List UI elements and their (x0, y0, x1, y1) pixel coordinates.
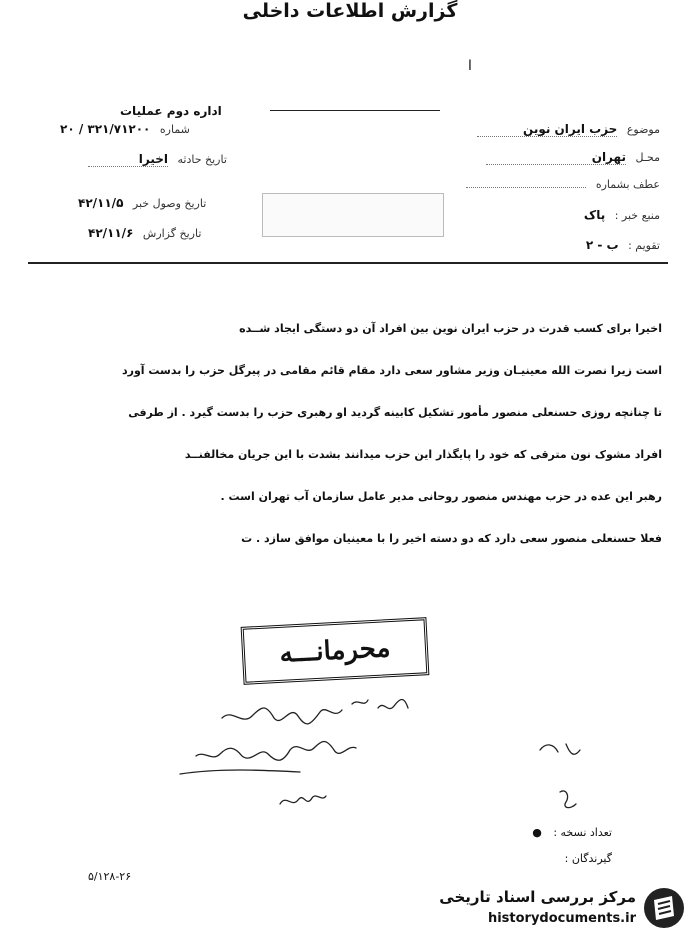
watermark-url: historydocuments.ir (487, 911, 636, 926)
document-title: گزارش اطلاعات داخلی (242, 0, 458, 22)
archive-logo-icon (642, 886, 686, 930)
body-line: رهبر این عده در حزب مهندس منصور روحانی مدیر عامل سازمان آب تهران است . (220, 490, 662, 503)
number-field (60, 122, 190, 136)
received-date-value: ۴۲/۱۱/۵ (78, 196, 124, 210)
reference-label: عطف بشماره (595, 178, 660, 191)
department-name: اداره دوم عملیات (120, 104, 222, 118)
received-date-label: تاریخ وصول خبر (132, 197, 207, 210)
archive-code: ۵/۱۲۸-۲۶ (88, 870, 132, 883)
number-value: ۳۲۱/۷۱۲۰۰ / ۲۰ (60, 122, 151, 136)
rating-value: ب - ۲ (585, 238, 619, 252)
rating-field (586, 238, 660, 252)
handwriting-line-2 (196, 742, 356, 761)
copies-field (532, 826, 612, 839)
received-stamp-box (262, 193, 444, 237)
place-label: محـل (635, 151, 660, 164)
title-underline (270, 110, 440, 111)
copies-label: تعداد نسخه : (553, 826, 612, 839)
watermark-name: مرکز بررسی اسناد تاریخی (439, 888, 636, 906)
reference-value (466, 187, 586, 188)
bullet-icon: ● (532, 826, 542, 839)
handwriting-line-3 (180, 770, 300, 774)
received-date-field (78, 196, 206, 210)
body-line: افراد مشوک نون مترقی که خود را پایگذار این حزب میدانند بشدت با این جریان مخالفنــد (184, 448, 662, 461)
handwriting-mark-5 (540, 744, 580, 754)
body-line: تا چنانچه روزی حسنعلی منصور مأمور تشکیل کابینه گردید او رهبری حزب را بدست گیرد . از طرفی (128, 406, 662, 419)
header-divider (28, 262, 668, 264)
body-line: فعلا حسنعلی منصور سعی دارد که دو دسته اخیر را با معینیان موافق سازد . ت (241, 532, 662, 545)
subject-value: حزب ایران نوین (477, 122, 617, 137)
report-date-field (88, 226, 201, 240)
place-field (486, 150, 660, 165)
place-value: تهران (486, 150, 626, 165)
reference-field (466, 178, 660, 191)
source-label: منبع خبر : (614, 209, 660, 222)
body-line: اخیرا برای کسب قدرت در حزب ایران نوین بین افراد آن دو دستگی ایجاد شــده (239, 322, 662, 335)
handwriting-mark-6 (560, 791, 576, 808)
number-label: شماره (159, 123, 190, 136)
report-date-value: ۴۲/۱۱/۶ (88, 226, 134, 240)
subject-label: موضوع (626, 123, 660, 136)
event-date-field (88, 152, 227, 167)
report-date-label: تاریخ گزارش (142, 227, 202, 240)
watermark (420, 882, 690, 937)
page-number-mark: ا (468, 58, 472, 74)
handwritten-notes (0, 670, 700, 840)
source-value: پاک (583, 208, 606, 222)
body-line: است زیرا نصرت الله معینیـان وزیر مشاور سعی دارد مقام قائم مقامی در پیرگل حزب را بدست آورد (121, 364, 662, 377)
subject-field (477, 122, 660, 137)
event-date-label: تاریخ حادثه (177, 153, 227, 166)
handwriting-mark-4 (280, 796, 326, 804)
report-body (62, 318, 662, 570)
rating-label: تقویم : (628, 239, 660, 252)
source-field (584, 208, 660, 222)
recipients-label: گیرندگان : (564, 852, 612, 865)
recipients-field (565, 852, 612, 865)
confidential-stamp: محرمانـــه (241, 617, 430, 685)
event-date-value: اخیرا (88, 152, 168, 167)
handwriting-line-1 (222, 700, 408, 724)
